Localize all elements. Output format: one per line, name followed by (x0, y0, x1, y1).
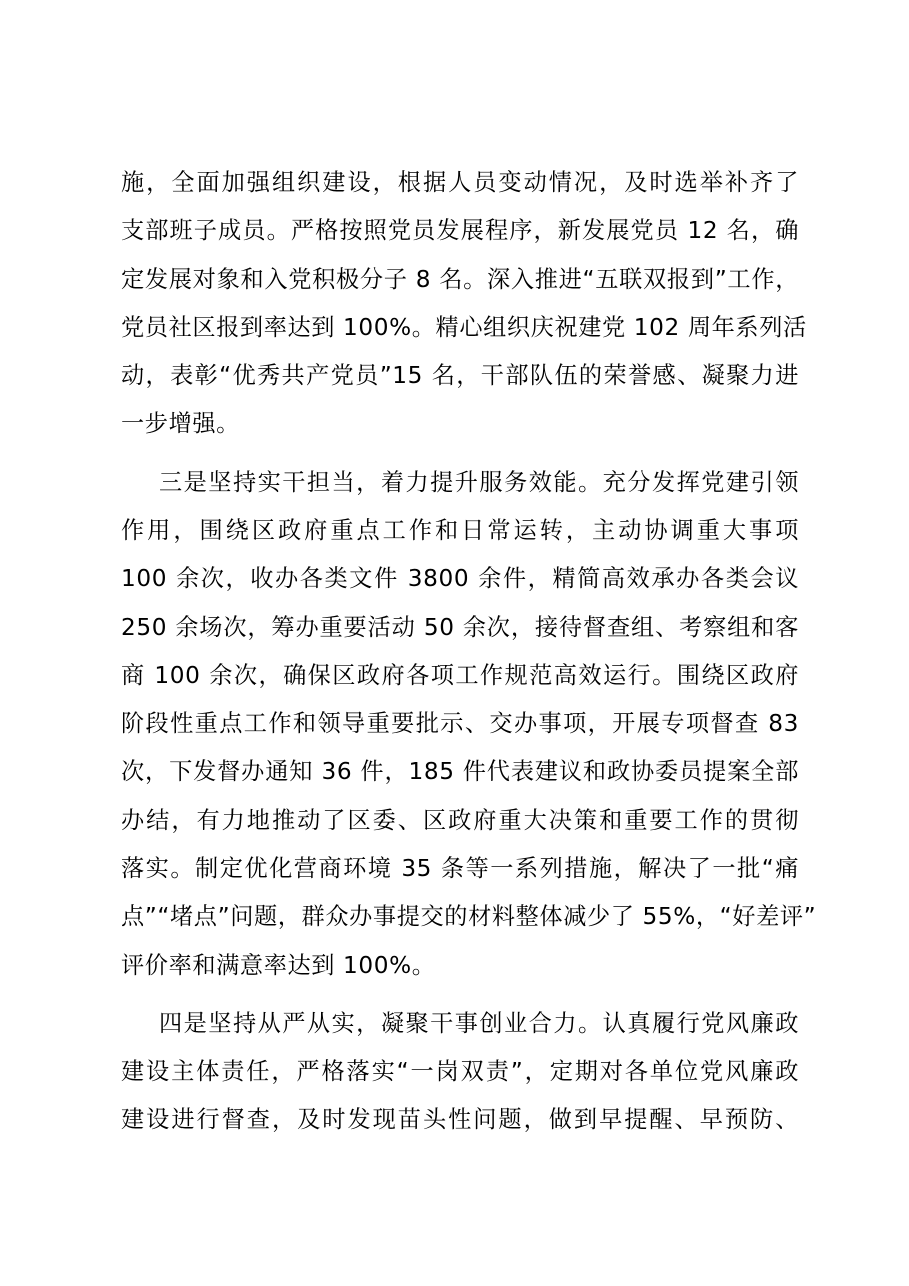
paragraph-spacer (121, 990, 799, 1000)
text-line: 作用，围绕区政府重点工作和日常运转，主动协调重大事项 (121, 516, 799, 544)
text-line: 施，全面加强组织建设，根据人员变动情况，及时选举补齐了 (121, 169, 799, 196)
text-line: 阶段性重点工作和领导重要批示、交办事项，开展专项督查 83 (121, 710, 799, 738)
paragraph-strict-governance (121, 1000, 799, 1145)
text-line: 100 余次，收办各类文件 3800 余件，精简高效承办各类会议 (121, 565, 799, 593)
text-line: 点”“堵点”问题，群众办事提交的材料整体减少了 55%，“好差评” (121, 903, 817, 931)
paragraph-spacer (121, 449, 799, 459)
text-line: 落实。制定优化营商环境 35 条等一系列措施，解决了一批“痛 (121, 855, 799, 883)
text-line: 三是坚持实干担当，着力提升服务效能。充分发挥党建引领 (159, 468, 799, 496)
text-line: 建设主体责任，严格落实“一岗双责”，定期对各单位党风廉政 (121, 1058, 799, 1086)
text-line: 建设进行督查，及时发现苗头性问题，做到早提醒、早预防、 (121, 1106, 799, 1134)
document-body (121, 159, 817, 1145)
text-line: 党员社区报到率达到 100%。精心组织庆祝建党 102 周年系列活 (121, 313, 807, 341)
text-line: 评价率和满意率达到 100%。 (121, 951, 436, 979)
text-line: 四是坚持从严从实，凝聚干事创业合力。认真履行党风廉政 (159, 1009, 799, 1037)
text-line: 一步增强。 (121, 410, 240, 438)
text-line: 动，表彰“优秀共产党员”15 名，干部队伍的荣誉感、凝聚力进 (121, 362, 799, 390)
paragraph-organization (121, 159, 807, 449)
text-line: 商 100 余次，确保区政府各项工作规范高效运行。围绕区政府 (121, 661, 799, 689)
text-line: 支部班子成员。严格按照党员发展程序，新发展党员 12 名，确 (121, 217, 799, 245)
text-line: 次，下发督办通知 36 件，185 件代表建议和政协委员提案全部 (121, 758, 799, 786)
text-line: 定发展对象和入党积极分子 8 名。深入推进“五联双报到”工作， (121, 265, 799, 293)
text-line: 250 余场次，筹办重要活动 50 余次，接待督查组、考察组和客 (121, 613, 799, 641)
paragraph-service-efficiency (121, 459, 817, 990)
text-line: 办结，有力地推动了区委、区政府重大决策和重要工作的贯彻 (121, 806, 799, 834)
